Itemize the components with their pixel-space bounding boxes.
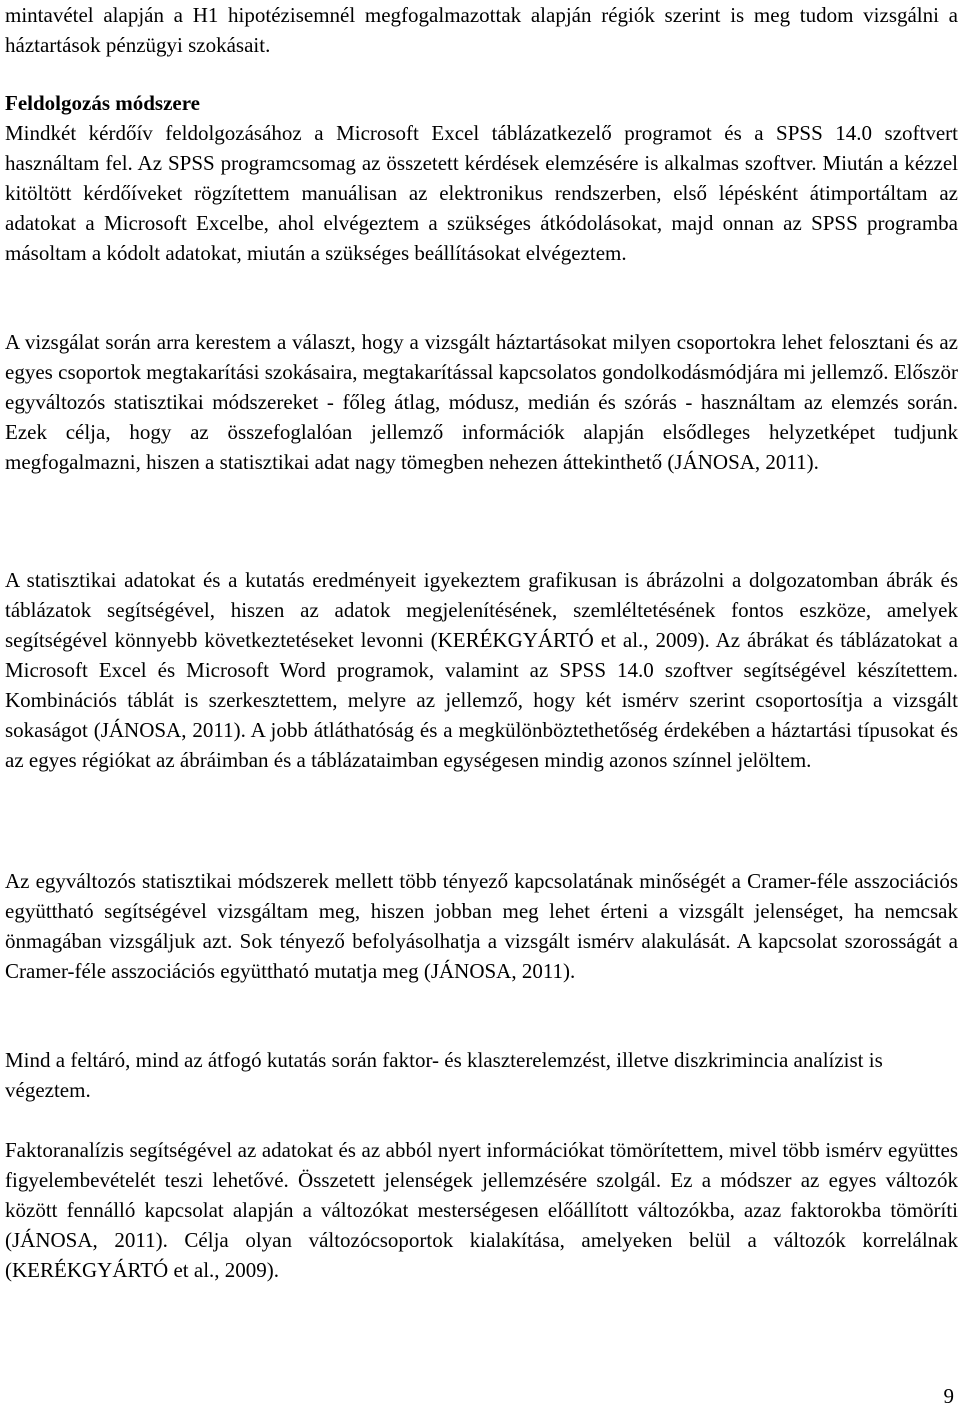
- paragraph-factor-analysis: Faktoranalízis segítségével az adatokat és az abból nyert információkat tömörítettem, mivel több ismérv együttes figyelembevételét teszi lehetővé. Összetett jelenségek jellemzésére szolgál. Ez a módszer az egyes változók között fennálló kapcsolat alapján a változókat mesterségesen előállított változókba, azaz faktorokba tömöríti (JÁNOSA, 2011). Célja olyan változócsoportok kialakítása, amelyeken belül a változók korrelálnak (KERÉKGYÁRTÓ et al., 2009).: [5, 1138, 958, 1282]
- paragraph-methods: Mind a feltáró, mind az átfogó kutatás során faktor- és klaszterelemzést, illetve diszkrimincia analízist is végeztem.: [5, 1048, 883, 1102]
- intro-paragraph: mintavétel alapján a H1 hipotézisemnél megfogalmazottak alapján régiók szerint is meg tudom vizsgálni a háztartások pénzügyi szokásait.: [5, 3, 958, 57]
- section-heading: Feldolgozás módszere: [5, 91, 200, 115]
- paragraph-cramer: Az egyváltozós statisztikai módszerek mellett több tényező kapcsolatának minőségét a Cramer-féle asszociációs együttható segítségével vizsgáltam meg, hiszen jobban meg lehet érteni a vizsgált jelenséget, ha nemcsak önmagában vizsgáljuk azt. Sok tényező befolyásolhatja a vizsgált ismérv alakulását. A kapcsolat szorosságát a Cramer-féle asszociációs együttható mutatja meg (JÁNOSA, 2011).: [5, 869, 958, 983]
- page-number: 9: [943, 1384, 954, 1408]
- paragraph-research: A vizsgálat során arra kerestem a választ, hogy a vizsgált háztartásokat milyen csoportokra lehet felosztani és az egyes csoportok megtakarítási szokásaira, megtakarítással kapcsolatos gondolkodásmódjára mi jellemző. Először egyváltozós statisztikai módszereket - főleg átlag, módusz, medián és szórás - használtam az elemzés során. Ezek célja, hogy az összefoglalóan jellemző információk alapján elsődleges helyzetképet tudjunk megfogalmazni, hiszen a statisztikai adat nagy tömegben nehezen áttekinthető (JÁNOSA, 2011).: [5, 330, 958, 474]
- paragraph-visualization: A statisztikai adatokat és a kutatás eredményeit igyekeztem grafikusan is ábrázolni a dolgozatomban ábrák és táblázatok segítségével, hiszen az adatok megjelenítésének, szemléltetésének fontos eszköze, amelyek segítségével könnyebb következtetéseket levonni (KERÉKGYÁRTÓ et al., 2009). Az ábrákat és táblázatokat a Microsoft Excel és Microsoft Word programok, valamint az SPSS 14.0 szoftver segítségével készítettem. Kombinációs táblát is szerkesztettem, melyre az jellemző, hogy két ismérv szerint csoportosítja a vizsgált sokaságot (JÁNOSA, 2011). A jobb átláthatóság és a megkülönböztethetőség érdekében a háztartási típusokat és az egyes régiókat az ábráimban és a táblázataimban egységesen mindig azonos színnel jelöltem.: [5, 568, 958, 772]
- paragraph-processing: Mindkét kérdőív feldolgozásához a Microsoft Excel táblázatkezelő programot és a SPSS 14.0 szoftvert használtam fel. Az SPSS programcsomag az összetett kérdések elemzésére is alkalmas szoftver. Miután a kézzel kitöltött kérdőíveket rögzítettem manuálisan az elektronikus rendszerben, első lépésként átimportáltam az adatokat a Microsoft Excelbe, ahol elvégeztem a szükséges átkódolásokat, majd onnan az SPSS programba másoltam a kódolt adatokat, miután a szükséges beállításokat elvégeztem.: [5, 121, 958, 265]
